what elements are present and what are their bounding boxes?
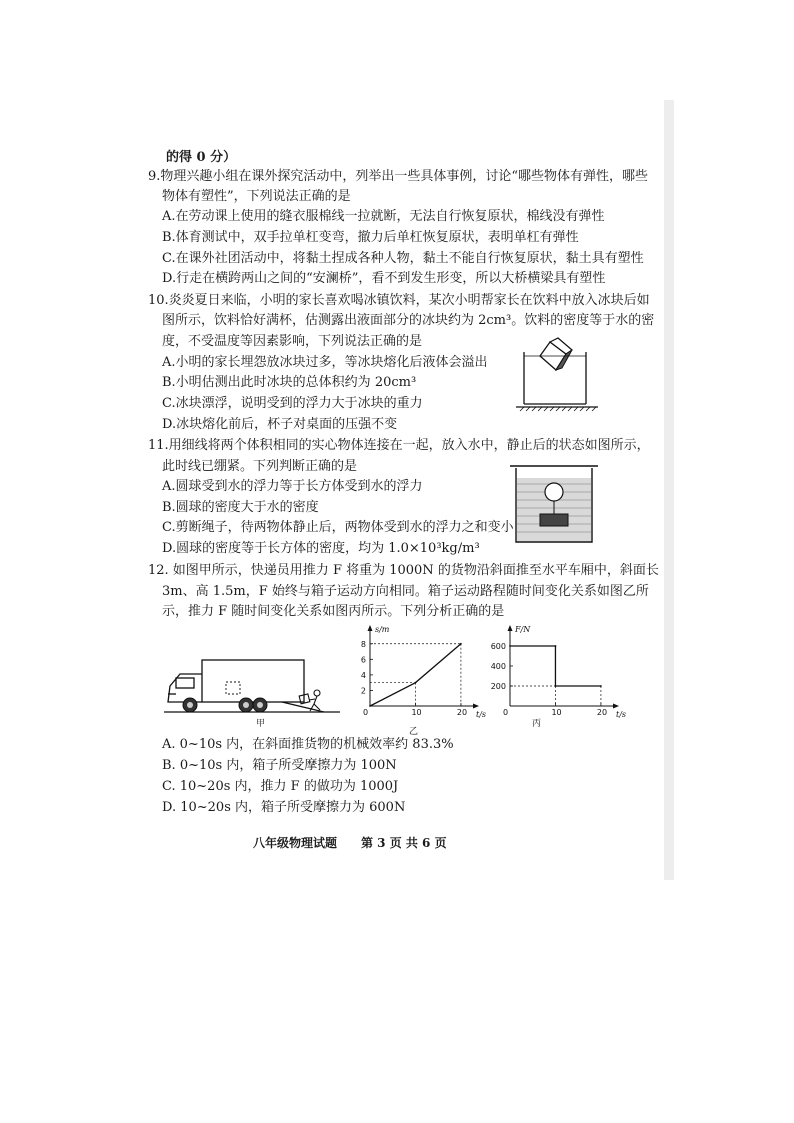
q11-beaker-figure xyxy=(508,462,600,546)
courier-icon xyxy=(299,690,320,711)
scan-edge-strip xyxy=(664,100,674,880)
data-point xyxy=(369,705,371,707)
y-axis-label: s/m xyxy=(375,625,390,634)
x-axis-label: t/s xyxy=(616,710,627,719)
q10-option-b: B.小明估测出此时冰块的总体积约为 20cm³ xyxy=(162,375,417,390)
ball-icon xyxy=(545,483,563,501)
q11-option-d: D.圆球的密度等于长方体的密度，均为 1.0×10³kg/m³ xyxy=(162,541,480,556)
q9-option-d: D.行走在横跨两山之间的“安澜桥”，看不到发生形变，所以大桥横梁具有塑性 xyxy=(162,271,606,286)
y-axis-label: F/N xyxy=(515,625,531,634)
q11-option-c: C.剪断绳子，待两物体静止后，两物体受到水的浮力之和变小 xyxy=(162,520,514,535)
truck-icon xyxy=(168,660,304,702)
q10-option-c: C.冰块漂浮，说明受到的浮力大于冰块的重力 xyxy=(162,396,423,411)
data-point xyxy=(415,682,417,684)
x-tick-label: 0 xyxy=(363,708,369,717)
x-tick-label: 10 xyxy=(411,708,422,717)
y-tick-label: 4 xyxy=(360,670,366,680)
q12-stem-3: 示，推力 F 随时间变化关系如图丙所示。下列分析正确的是 xyxy=(162,604,505,619)
q11-option-a: A.圆球受到水的浮力等于长方体受到水的浮力 xyxy=(162,479,423,494)
data-point xyxy=(600,685,602,687)
y-tick-label: 2 xyxy=(360,686,366,696)
q11-stem-1: 11.用细线将两个体积相同的实心物体连接在一起，放入水中，静止后的状态如图所示， xyxy=(148,438,650,453)
q12-stem-2: 3m、高 1.5m，F 始终与箱子运动方向相同。箱子运动路程随时间变化关系如图乙所 xyxy=(162,584,649,599)
q9-option-c: C.在课外社团活动中，将黏土捏成各种人物，黏土不能自行恢复原状，黏土具有塑性 xyxy=(162,251,644,266)
q12-option-a: A. 0~10s 内，在斜面推货物的机械效率约 83.3% xyxy=(162,737,454,752)
series-line xyxy=(370,644,461,706)
y-tick-label: 400 xyxy=(490,662,506,671)
y-tick-label: 8 xyxy=(360,639,366,649)
x-axis-arrow xyxy=(473,704,479,709)
page-footer: 八年级物理试题 第 3 页 共 6 页 xyxy=(253,836,447,850)
caption-jia: 甲 xyxy=(256,719,266,729)
q10-stem-2: 图所示，饮料恰好满杯，估测露出液面部分的冰块约为 2cm³。饮料的密度等于水的密 xyxy=(162,313,655,328)
q10-cup-figure xyxy=(514,330,604,412)
series-line xyxy=(510,646,601,686)
continued-note: 的得 0 分） xyxy=(166,150,237,165)
q12-option-d: D. 10~20s 内，箱子所受摩擦力为 600N xyxy=(162,800,406,815)
ice-cube-icon xyxy=(540,338,572,370)
chart-s-t xyxy=(350,620,490,724)
q9-option-a: A.在劳动课上使用的缝衣服棉线一拉就断，无法自行恢复原状，棉线没有弹性 xyxy=(162,209,605,224)
q11-stem-2: 此时线已绷紧。下列判断正确的是 xyxy=(162,459,358,474)
y-tick-label: 200 xyxy=(490,682,506,691)
y-axis-arrow xyxy=(508,625,513,631)
q10-stem-3: 度，不受温度等因素影响，下列说法正确的是 xyxy=(162,334,423,349)
data-point xyxy=(460,643,462,645)
q12-truck-figure xyxy=(164,656,344,716)
q10-option-d: D.冰块熔化前后，杯子对桌面的压强不变 xyxy=(162,417,398,432)
x-tick-label: 20 xyxy=(596,708,608,717)
data-point xyxy=(509,645,511,647)
x-tick-label: 0 xyxy=(503,708,509,717)
q9-stem-1: 9.物理兴趣小组在课外探究活动中，列举出一些具体事例，讨论“哪些物体有弹性，哪些 xyxy=(148,169,649,184)
q11-option-b: B.圆球的密度大于水的密度 xyxy=(162,500,319,515)
q10-stem-1: 10.炎炎夏日来临，小明的家长喜欢喝冰镇饮料，某次小明帮家长在饮料中放入冰块后如 xyxy=(148,293,650,308)
x-tick-label: 10 xyxy=(551,708,562,717)
chart-f-t xyxy=(484,620,632,724)
caption-yi: 乙 xyxy=(409,727,419,737)
data-point xyxy=(555,645,557,647)
q10-option-a: A.小明的家长埋怨放冰块过多，等冰块熔化后液体会溢出 xyxy=(162,355,488,370)
caption-bing: 丙 xyxy=(532,719,542,729)
y-tick-label: 6 xyxy=(360,655,366,665)
y-tick-label: 600 xyxy=(490,642,506,651)
x-tick-label: 20 xyxy=(456,708,468,717)
q12-option-c: C. 10~20s 内，推力 F 的做功为 1000J xyxy=(162,779,399,794)
data-point xyxy=(555,685,557,687)
q9-option-b: B.体育测试中，双手拉单杠变弯，撤力后单杠恢复原状，表明单杠有弹性 xyxy=(162,230,579,245)
q12-stem-1: 12. 如图甲所示，快递员用推力 F 将重为 1000N 的货物沿斜面推至水平车厢中，斜面长 xyxy=(148,563,659,578)
y-axis-arrow xyxy=(368,625,373,631)
q9-stem-2: 物体有塑性”，下列说法正确的是 xyxy=(162,189,351,204)
q12-option-b: B. 0~10s 内，箱子所受摩擦力为 100N xyxy=(162,758,397,773)
block-icon xyxy=(540,514,568,526)
x-axis-arrow xyxy=(613,704,619,709)
x-axis-label: t/s xyxy=(476,710,487,719)
